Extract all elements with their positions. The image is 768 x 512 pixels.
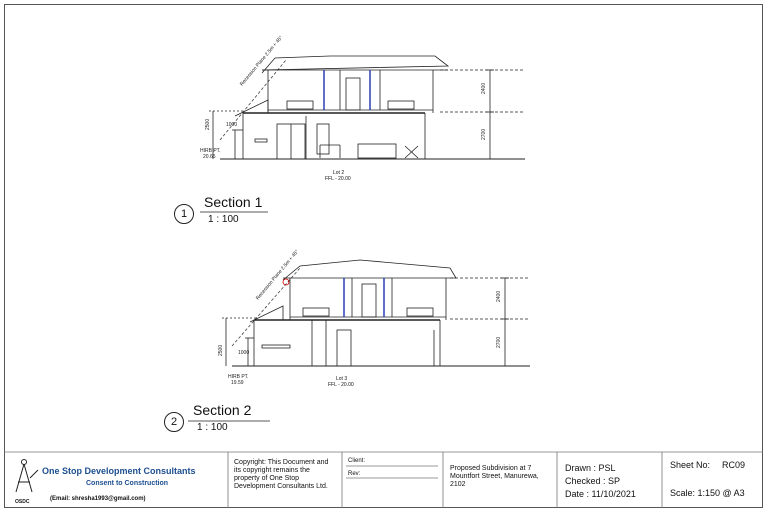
s1-dim-upper: 2400 (481, 82, 487, 94)
section-1-scale: 1 : 100 (208, 214, 239, 225)
s1-hirb-label: HIRB PT. (200, 148, 221, 154)
logo-text: OSDC (15, 499, 30, 505)
company-name: One Stop Development Consultants (42, 466, 196, 476)
drawing-date: Date : 11/10/2021 (565, 489, 636, 499)
s2-hirb-label: HIRB PT. (228, 374, 249, 380)
sheet-number-label: Sheet No: (670, 460, 711, 470)
sheet-scale: Scale: 1:150 @ A3 (670, 488, 745, 498)
s2-recession-label: Recession Plane 2.5m + 45° (254, 248, 301, 302)
s1-dim-sill: 1000 (226, 122, 238, 128)
s1-ffl: FFL - 20.00 (325, 176, 351, 182)
company-tagline: Consent to Construction (86, 480, 169, 487)
s1-dim-lower: 2700 (481, 128, 487, 140)
s2-dim-sill: 1000 (238, 350, 250, 356)
s1-lot: Lot 2 (333, 170, 345, 176)
checked-by: Checked : SP (565, 476, 621, 486)
section-1-title: Section 1 (204, 194, 263, 210)
s2-dim-upper: 2400 (496, 290, 502, 302)
section-2-scale: 1 : 100 (197, 422, 228, 433)
s2-hirb-level: 19.59 (231, 380, 244, 386)
osdc-logo-icon (16, 460, 38, 493)
sheet-number: RC09 (722, 460, 746, 470)
section-2-title: Section 2 (193, 402, 252, 418)
s2-dim-lower: 2700 (496, 336, 502, 348)
s2-ffl: FFL - 20.00 (328, 382, 354, 388)
section-1-number: 1 (174, 204, 194, 224)
s1-hirb-level: 20.65 (203, 154, 216, 160)
client-label: Client: (348, 458, 366, 464)
s2-dim-left: 2500 (218, 344, 224, 356)
company-email: (Email: shresha1993@gmail.com) (50, 496, 146, 502)
section-2-drawing (222, 260, 530, 366)
s2-lot: Lot 3 (336, 376, 348, 382)
s1-dim-left: 2500 (205, 118, 211, 130)
rev-label: Rev: (348, 471, 361, 477)
s1-recession-label: Recession Plane 2.5m + 45° (238, 34, 285, 88)
drawn-by: Drawn : PSL (565, 463, 616, 473)
section-2-number: 2 (164, 412, 184, 432)
project-description: Proposed Subdivision at 7 Mountfort Street, Manurewa, 2102 (450, 465, 539, 488)
copyright-note: Copyright: This Document and its copyright remains the property of One Stop Development Consultants Ltd. (234, 459, 329, 490)
